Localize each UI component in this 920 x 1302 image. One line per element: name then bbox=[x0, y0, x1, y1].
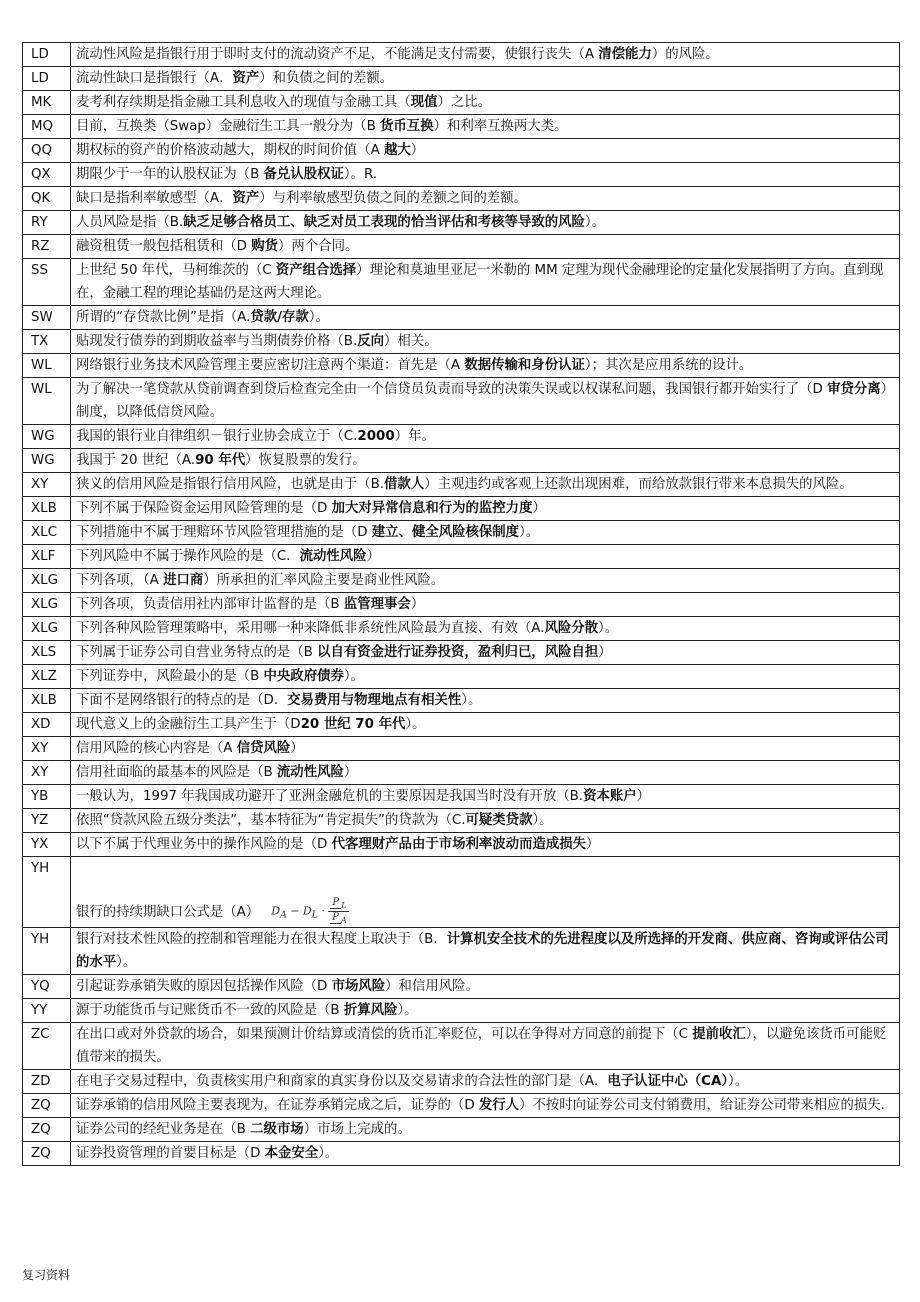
row-code: ZC bbox=[23, 1023, 71, 1070]
answer-text: 贷款/存款 bbox=[250, 310, 309, 325]
row-code: XLS bbox=[23, 641, 71, 665]
table-row bbox=[23, 43, 900, 67]
table-row bbox=[23, 378, 900, 425]
row-text bbox=[71, 857, 900, 928]
question-text: 下列各种风险管理策略中，采用哪一种来降低非系统性风险最为直接、有效（A. bbox=[76, 621, 545, 636]
duration-gap-formula bbox=[271, 897, 348, 927]
question-text: ）市场上完成的。 bbox=[303, 1122, 411, 1137]
question-text: 信用社面临的最基本的风险是（B bbox=[76, 765, 277, 780]
question-text: ），以避免该货币可能贬值带来的损失。 bbox=[76, 1027, 887, 1065]
answer-text: 审贷分离 bbox=[827, 382, 881, 397]
row-text bbox=[71, 425, 900, 449]
answer-text: 流动性风险 bbox=[276, 765, 344, 780]
answer-text: 折算风险 bbox=[343, 1003, 398, 1018]
table-row bbox=[23, 449, 900, 473]
row-code: WL bbox=[23, 354, 71, 378]
table-row bbox=[23, 999, 900, 1023]
answer-text: 20 世纪 70 年代 bbox=[300, 717, 406, 732]
question-text: ）。 bbox=[584, 215, 605, 230]
row-code: YX bbox=[23, 833, 71, 857]
table-row bbox=[23, 833, 900, 857]
table-row bbox=[23, 139, 900, 163]
table-row bbox=[23, 1094, 900, 1118]
row-text bbox=[71, 306, 900, 330]
row-text bbox=[71, 975, 900, 999]
row-text bbox=[71, 354, 900, 378]
row-code: XD bbox=[23, 713, 71, 737]
row-text bbox=[71, 999, 900, 1023]
question-text: 缺口是指利率敏感型（A． bbox=[76, 191, 233, 206]
row-code: XLG bbox=[23, 617, 71, 641]
table-row bbox=[23, 354, 900, 378]
question-text: 证券承销的信用风险主要表现为，在证券承销完成之后，证券的（D bbox=[76, 1098, 479, 1113]
row-text bbox=[71, 187, 900, 211]
question-text: ） bbox=[366, 549, 380, 564]
answer-text: 越大 bbox=[384, 143, 411, 158]
table-row bbox=[23, 521, 900, 545]
answer-text: 90 年代 bbox=[195, 453, 246, 468]
formula-op: · bbox=[321, 904, 325, 918]
row-text bbox=[71, 617, 900, 641]
answer-text: 进口商 bbox=[163, 573, 204, 588]
answer-text: 资产 bbox=[232, 191, 260, 206]
question-text: 流动性风险是指银行用于即时支付的流动资产不足，不能满足支付需要，使银行丧失（A bbox=[76, 47, 599, 62]
row-text bbox=[71, 1023, 900, 1070]
table-row bbox=[23, 617, 900, 641]
question-text: 我国于 20 世纪（A. bbox=[76, 453, 196, 468]
question-text: ）。 bbox=[728, 1074, 749, 1089]
answer-text: 购货 bbox=[251, 239, 279, 254]
row-code: SW bbox=[23, 306, 71, 330]
answer-text: 反向 bbox=[357, 334, 385, 349]
answer-text: 本金安全 bbox=[264, 1146, 319, 1161]
table-row bbox=[23, 187, 900, 211]
question-text: ）。 bbox=[532, 813, 553, 828]
answer-text: 信贷风险 bbox=[236, 741, 291, 756]
row-text bbox=[71, 1094, 900, 1118]
question-text: ）。 bbox=[461, 693, 482, 708]
row-code: XLF bbox=[23, 545, 71, 569]
row-text bbox=[71, 211, 900, 235]
table-row bbox=[23, 1070, 900, 1094]
table-row bbox=[23, 975, 900, 999]
row-code: LD bbox=[23, 43, 71, 67]
question-text: 网络银行业务技术风险管理主要应密切注意两个渠道：首先是（A bbox=[76, 358, 465, 373]
answer-text: 加大对异常信息和行为的监控力度 bbox=[331, 501, 533, 516]
row-code: YH bbox=[23, 928, 71, 975]
question-text: 流动性缺口是指银行（A． bbox=[76, 71, 233, 86]
row-code: YB bbox=[23, 785, 71, 809]
question-text: 依照“贷款风险五级分类法”，基本特征为“肯定损失”的贷款为（C. bbox=[76, 813, 466, 828]
question-text: ）年。 bbox=[394, 429, 435, 444]
question-text: 上世纪 50 年代，马柯维茨的（C bbox=[76, 263, 276, 278]
answer-text: 现值 bbox=[410, 95, 438, 110]
row-code: XY bbox=[23, 737, 71, 761]
question-text: ）和信用风险。 bbox=[385, 979, 479, 994]
table-row bbox=[23, 545, 900, 569]
table-row bbox=[23, 785, 900, 809]
row-code: ZQ bbox=[23, 1142, 71, 1166]
row-code: YY bbox=[23, 999, 71, 1023]
table-row bbox=[23, 425, 900, 449]
table-row bbox=[23, 163, 900, 187]
question-text: ）。 bbox=[116, 955, 137, 970]
row-code: MQ bbox=[23, 115, 71, 139]
formula-fraction bbox=[328, 897, 348, 926]
footer-label: 复习资料 bbox=[22, 1268, 71, 1282]
question-text: ） bbox=[343, 765, 358, 780]
question-text: ）理论和莫迪里亚尼一米勒的 MM 定理为现代金融理论的定量化发展指明了方向。直到现在，金融工程的理论基础仍是这两大理论。 bbox=[76, 263, 884, 301]
row-text bbox=[71, 115, 900, 139]
question-text: ）。 bbox=[397, 1003, 418, 1018]
row-text bbox=[71, 665, 900, 689]
question-text: ）主观违约或客观上还款出现困难，而给放款银行带来本息损失的风险。 bbox=[424, 477, 853, 492]
question-text: ）和利率互换两大类。 bbox=[433, 119, 568, 134]
row-code: RY bbox=[23, 211, 71, 235]
question-text: ） bbox=[598, 645, 612, 660]
row-code: TX bbox=[23, 330, 71, 354]
question-text: 下列证券中，风险最小的是（B bbox=[76, 669, 264, 684]
question-text: 人员风险是指（B. bbox=[76, 215, 184, 230]
question-text: 在电子交易过程中，负责核实用户和商家的真实身份以及交易请求的合法性的部门是（A． bbox=[76, 1074, 608, 1089]
formula-sub: A bbox=[280, 910, 287, 921]
table-row bbox=[23, 330, 900, 354]
question-text: 下面不是网络银行的特点的是（D． bbox=[76, 693, 288, 708]
table-row bbox=[23, 1142, 900, 1166]
question-text: 现代意义上的金融衍生工具产生于（D bbox=[76, 717, 301, 732]
row-text bbox=[71, 593, 900, 617]
question-text: ）。 bbox=[343, 669, 364, 684]
qa-table bbox=[22, 42, 900, 1166]
formula-term: P bbox=[332, 897, 340, 909]
table-row bbox=[23, 259, 900, 306]
row-text bbox=[71, 641, 900, 665]
formula-sub: A bbox=[340, 915, 347, 926]
row-code: QX bbox=[23, 163, 71, 187]
table-row bbox=[23, 689, 900, 713]
question-text: ）之比。 bbox=[437, 95, 492, 110]
qa-table-body bbox=[23, 43, 900, 1166]
row-code: XLC bbox=[23, 521, 71, 545]
row-text bbox=[71, 449, 900, 473]
row-text bbox=[71, 1142, 900, 1166]
answer-text: 资本账户 bbox=[583, 789, 637, 804]
question-text: 贴现发行债券的到期收益率与当期债券价格（B. bbox=[76, 334, 358, 349]
table-row bbox=[23, 593, 900, 617]
question-text: 我国的银行业自律组织－银行业协会成立于（C. bbox=[76, 429, 358, 444]
row-text bbox=[71, 330, 900, 354]
question-text: 下列措施中不属于理赔环节风险管理措施的是（D bbox=[76, 525, 372, 540]
table-row bbox=[23, 928, 900, 975]
row-code: SS bbox=[23, 259, 71, 306]
row-code: XLG bbox=[23, 569, 71, 593]
table-row bbox=[23, 737, 900, 761]
row-code: QK bbox=[23, 187, 71, 211]
question-text: ）的风险。 bbox=[651, 47, 719, 62]
row-text bbox=[71, 809, 900, 833]
question-text: 下列风险中不属于操作风险的是（C． bbox=[76, 549, 300, 564]
answer-text: 数据传输和身份认证 bbox=[464, 358, 585, 373]
question-text: 狭义的信用风险是指银行信用风险，也就是由于（B. bbox=[76, 477, 385, 492]
question-text: ）恢复股票的发行。 bbox=[245, 453, 366, 468]
question-text: ）不按时向证券公司支付销费用，给证券公司带来相应的损失. bbox=[519, 1098, 885, 1113]
answer-text: 资产 bbox=[232, 71, 260, 86]
table-row bbox=[23, 761, 900, 785]
row-code: WG bbox=[23, 425, 71, 449]
answer-text: 资产组合选择 bbox=[275, 263, 357, 278]
answer-text: 提前收汇 bbox=[692, 1027, 746, 1042]
answer-text: 以自有资金进行证券投资，盈利归已，风险自担 bbox=[317, 645, 599, 660]
question-text: 源于功能货币与记账货币不一致的风险是（B bbox=[76, 1003, 344, 1018]
answer-text: 可疑类贷款 bbox=[465, 813, 533, 828]
answer-text: 缺乏足够合格员工、缺乏对员工表现的恰当评估和考核等导致的风险 bbox=[183, 215, 585, 230]
question-text: ）。R. bbox=[343, 167, 378, 182]
question-text: ）两个合同。 bbox=[278, 239, 359, 254]
row-text bbox=[71, 259, 900, 306]
answer-text: 货币互换 bbox=[380, 119, 434, 134]
question-text: ）；其次是应用系统的设计。 bbox=[584, 358, 753, 373]
formula-op: − bbox=[290, 904, 300, 918]
answer-text: 流动性风险 bbox=[299, 549, 367, 564]
question-text: 为了解决一笔贷款从贷前调查到贷后检查完全由一个信贷员负责而导致的决策失误或以权谋私问题，我国银行都开始实行了（D bbox=[76, 382, 828, 397]
question-text: 引起证券承销失败的原因包括操作风险（D bbox=[76, 979, 332, 994]
row-code: ZD bbox=[23, 1070, 71, 1094]
table-row bbox=[23, 497, 900, 521]
answer-text: 风险分散 bbox=[544, 621, 599, 636]
row-code: ZQ bbox=[23, 1118, 71, 1142]
row-text bbox=[71, 833, 900, 857]
question-text: 融资租赁一般包括租赁和（D bbox=[76, 239, 252, 254]
answer-text: 监管理事会 bbox=[343, 597, 411, 612]
row-code: YQ bbox=[23, 975, 71, 999]
table-row bbox=[23, 857, 900, 928]
answer-text: 市场风险 bbox=[331, 979, 386, 994]
row-text bbox=[71, 569, 900, 593]
table-row bbox=[23, 306, 900, 330]
row-text bbox=[71, 761, 900, 785]
table-row bbox=[23, 67, 900, 91]
table-row bbox=[23, 91, 900, 115]
table-row bbox=[23, 473, 900, 497]
answer-text: 发行人 bbox=[478, 1098, 520, 1113]
row-text bbox=[71, 689, 900, 713]
row-code: WL bbox=[23, 378, 71, 425]
row-text bbox=[71, 497, 900, 521]
row-text bbox=[71, 43, 900, 67]
question-text: ）与利率敏感型负债之间的差额之间的差额。 bbox=[259, 191, 528, 206]
table-row bbox=[23, 1118, 900, 1142]
question-text: ） bbox=[636, 789, 651, 804]
formula-sub: L bbox=[311, 910, 318, 921]
table-row bbox=[23, 211, 900, 235]
row-text bbox=[71, 737, 900, 761]
question-text: 证券公司的经纪业务是在（B bbox=[76, 1122, 251, 1137]
row-code: XLB bbox=[23, 689, 71, 713]
row-code: XLZ bbox=[23, 665, 71, 689]
question-text: ）和负债之间的差额。 bbox=[259, 71, 394, 86]
question-text: 银行对技术性风险的控制和管理能力在很大程度上取决于（B． bbox=[76, 932, 447, 947]
answer-text: 2000 bbox=[357, 429, 395, 444]
row-text bbox=[71, 713, 900, 737]
row-code: XLB bbox=[23, 497, 71, 521]
row-text bbox=[71, 785, 900, 809]
row-code: WG bbox=[23, 449, 71, 473]
table-row bbox=[23, 1023, 900, 1070]
question-text: 下列不属于保险资金运用风险管理的是（D bbox=[76, 501, 332, 516]
question-text: 在出口或对外贷款的场合，如果预测计价结算或清偿的货币汇率贬位，可以在争得对方同意的前提下（C bbox=[76, 1027, 693, 1042]
question-text: ） bbox=[410, 143, 425, 158]
question-text: 下列属于证券公司自营业务特点的是（B bbox=[76, 645, 318, 660]
question-text: ） bbox=[410, 597, 425, 612]
answer-text: 代客理财产品由于市场利率波动而造成损失 bbox=[331, 837, 587, 852]
question-text: 以下不属于代理业务中的操作风险的是（D bbox=[76, 837, 332, 852]
question-text: 期权标的资产的价格波动越大，期权的时间价值（A bbox=[76, 143, 385, 158]
row-text bbox=[71, 163, 900, 187]
question-text: 期限少于一年的认股权证为（B bbox=[76, 167, 264, 182]
question-text: ）。 bbox=[405, 717, 426, 732]
row-text bbox=[71, 521, 900, 545]
row-code: ZQ bbox=[23, 1094, 71, 1118]
answer-text: 备兑认股权证 bbox=[263, 167, 344, 182]
question-text: 一般认为，1997 年我国成功避开了亚洲金融危机的主要原因是我国当时没有开放（B. bbox=[76, 789, 584, 804]
row-text bbox=[71, 235, 900, 259]
question-text: ）。 bbox=[318, 1146, 339, 1161]
answer-text: 中央政府债券 bbox=[263, 669, 344, 684]
answer-text: 交易费用与物理地点有相关性 bbox=[287, 693, 462, 708]
formula-term: D bbox=[302, 904, 312, 918]
row-code: YZ bbox=[23, 809, 71, 833]
row-text bbox=[71, 1070, 900, 1094]
question-text: ）制度，以降低信贷风险。 bbox=[76, 382, 895, 420]
question-text: ）所承担的汇率风险主要是商业性风险。 bbox=[203, 573, 445, 588]
row-text bbox=[71, 67, 900, 91]
answer-text: 建立、健全风险核保制度 bbox=[371, 525, 520, 540]
answer-text: 计算机安全技术的先进程度以及所选择的开发商、供应商、咨询或评估公司的水平 bbox=[76, 932, 889, 970]
question-text: ） bbox=[532, 501, 546, 516]
row-text bbox=[71, 928, 900, 975]
answer-text: 清偿能力 bbox=[598, 47, 652, 62]
row-code: XY bbox=[23, 473, 71, 497]
question-text: ）。 bbox=[308, 310, 329, 325]
question-text: ）。 bbox=[519, 525, 540, 540]
row-text bbox=[71, 378, 900, 425]
row-code: LD bbox=[23, 67, 71, 91]
answer-text: 借款人 bbox=[384, 477, 425, 492]
question-text: 证券投资管理的首要目标是（D bbox=[76, 1146, 265, 1161]
question-text: ）相关。 bbox=[384, 334, 438, 349]
answer-text: 二级市场 bbox=[250, 1122, 304, 1137]
row-code: XLG bbox=[23, 593, 71, 617]
question-text: 银行的持续期缺口公式是（A） bbox=[76, 905, 260, 921]
formula-term: D bbox=[271, 904, 281, 918]
answer-text: 电子认证中心（CA） bbox=[607, 1074, 729, 1089]
question-text: ） bbox=[290, 741, 304, 756]
question-text: 目前，互换类（Swap）金融衍生工具一般分为（B bbox=[76, 119, 381, 134]
question-text: 下列各项，（A bbox=[76, 573, 164, 588]
row-code: YH bbox=[23, 857, 71, 928]
table-row bbox=[23, 665, 900, 689]
formula-sub: L bbox=[341, 900, 347, 911]
question-text: 下列各项，负责信用社内部审计监督的是（B bbox=[76, 597, 344, 612]
question-text: 所谓的“存贷款比例”是指（A. bbox=[76, 310, 251, 325]
formula-term: P bbox=[332, 912, 339, 924]
table-row bbox=[23, 809, 900, 833]
qa-table-container bbox=[22, 42, 900, 1166]
question-text: ） bbox=[586, 837, 600, 852]
row-text bbox=[71, 91, 900, 115]
row-text bbox=[71, 545, 900, 569]
table-row bbox=[23, 115, 900, 139]
row-code: QQ bbox=[23, 139, 71, 163]
table-row bbox=[23, 641, 900, 665]
table-row bbox=[23, 713, 900, 737]
row-text bbox=[71, 1118, 900, 1142]
row-text bbox=[71, 139, 900, 163]
row-code: MK bbox=[23, 91, 71, 115]
table-row bbox=[23, 569, 900, 593]
row-code: XY bbox=[23, 761, 71, 785]
table-row bbox=[23, 235, 900, 259]
row-code: RZ bbox=[23, 235, 71, 259]
question-text: 信用风险的核心内容是（A bbox=[76, 741, 237, 756]
question-text: ）。 bbox=[598, 621, 619, 636]
row-text bbox=[71, 473, 900, 497]
question-text: 麦考利存续期是指金融工具利息收入的现值与金融工具（ bbox=[76, 95, 411, 110]
